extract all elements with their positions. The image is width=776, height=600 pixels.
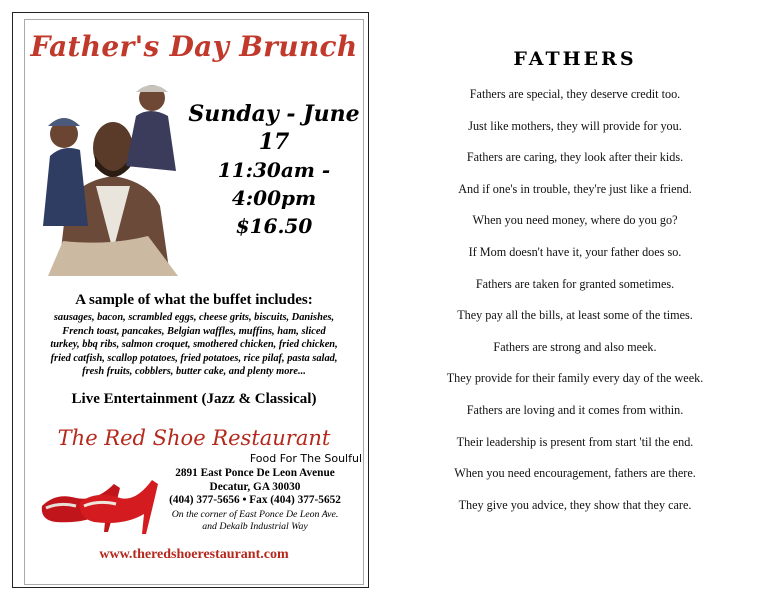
- poem-line: Just like mothers, they will provide for you.: [468, 118, 682, 133]
- menu-line: fresh fruits, cobblers, butter cake, and plenty more...: [82, 366, 306, 378]
- poem-line: They pay all the bills, at least some of the times.: [457, 308, 693, 323]
- poem-line: When you need encouragement, fathers are there.: [454, 466, 696, 481]
- buffet-heading: A sample of what the buffet includes:: [75, 292, 313, 308]
- poem-title: FATHERS: [513, 48, 637, 70]
- menu-line: turkey, bbq ribs, salmon croquet, smothered chicken, fried chicken,: [50, 339, 338, 351]
- address-city: Decatur, GA 30030: [209, 480, 301, 493]
- poem-line: When you need money, where do you go?: [472, 213, 678, 228]
- buffet-menu: [30, 311, 358, 379]
- corner-line: On the corner of East Ponce De Leon Ave.: [171, 509, 339, 520]
- address-street: 2891 East Ponce De Leon Avenue: [175, 467, 335, 479]
- poem-line: They provide for their family every day of the week.: [446, 371, 704, 386]
- event-price: $16.50: [235, 214, 313, 238]
- menu-line: sausages, bacon, scrambled eggs, cheese grits, biscuits, Danishes,: [53, 312, 335, 323]
- poem-line: And if one's in trouble, they're just like a friend.: [458, 181, 692, 196]
- poem-lines: [380, 86, 770, 528]
- poem-line: Fathers are strong and also meek.: [493, 339, 657, 354]
- menu-line: French toast, pancakes, Belgian waffles, muffins, ham, sliced: [62, 325, 326, 337]
- poem-line: Fathers are caring, they look after their kids.: [466, 150, 684, 165]
- restaurant-tagline: Food For The Soulful: [249, 452, 362, 465]
- event-details: [184, 100, 364, 240]
- website-link[interactable]: www.theredshoerestaurant.com: [99, 547, 289, 562]
- phone-fax: (404) 377-5656 • Fax (404) 377-5652: [169, 494, 341, 506]
- red-shoes-image: [36, 462, 162, 536]
- location-note: [150, 509, 360, 533]
- menu-line: fried catfish, scallop potatoes, fried potatoes, rice pilaf, pasta salad,: [50, 352, 338, 364]
- corner-line: and Dekalb Industrial Way: [202, 521, 308, 532]
- poem-line: They give you advice, they show that they care.: [458, 497, 692, 512]
- father-and-sons-photo: [38, 76, 188, 276]
- poem-line: Fathers are loving and it comes from within.: [466, 402, 684, 417]
- restaurant-address: [150, 467, 360, 508]
- restaurant-name: The Red Shoe Restaurant: [57, 426, 331, 450]
- poem-line: Fathers are special, they deserve credit too.: [469, 87, 681, 101]
- event-time: 11:30am - 4:00pm: [217, 158, 331, 210]
- event-date: Sunday - June 17: [188, 101, 360, 155]
- brunch-title: Father's Day Brunch: [30, 30, 358, 63]
- live-entertainment: Live Entertainment (Jazz & Classical): [71, 391, 317, 407]
- poem-line: If Mom doesn't have it, your father does so.: [468, 244, 682, 259]
- poem-line: Their leadership is present from start 'til the end.: [456, 434, 694, 449]
- poem-line: Fathers are taken for granted sometimes.: [475, 276, 675, 291]
